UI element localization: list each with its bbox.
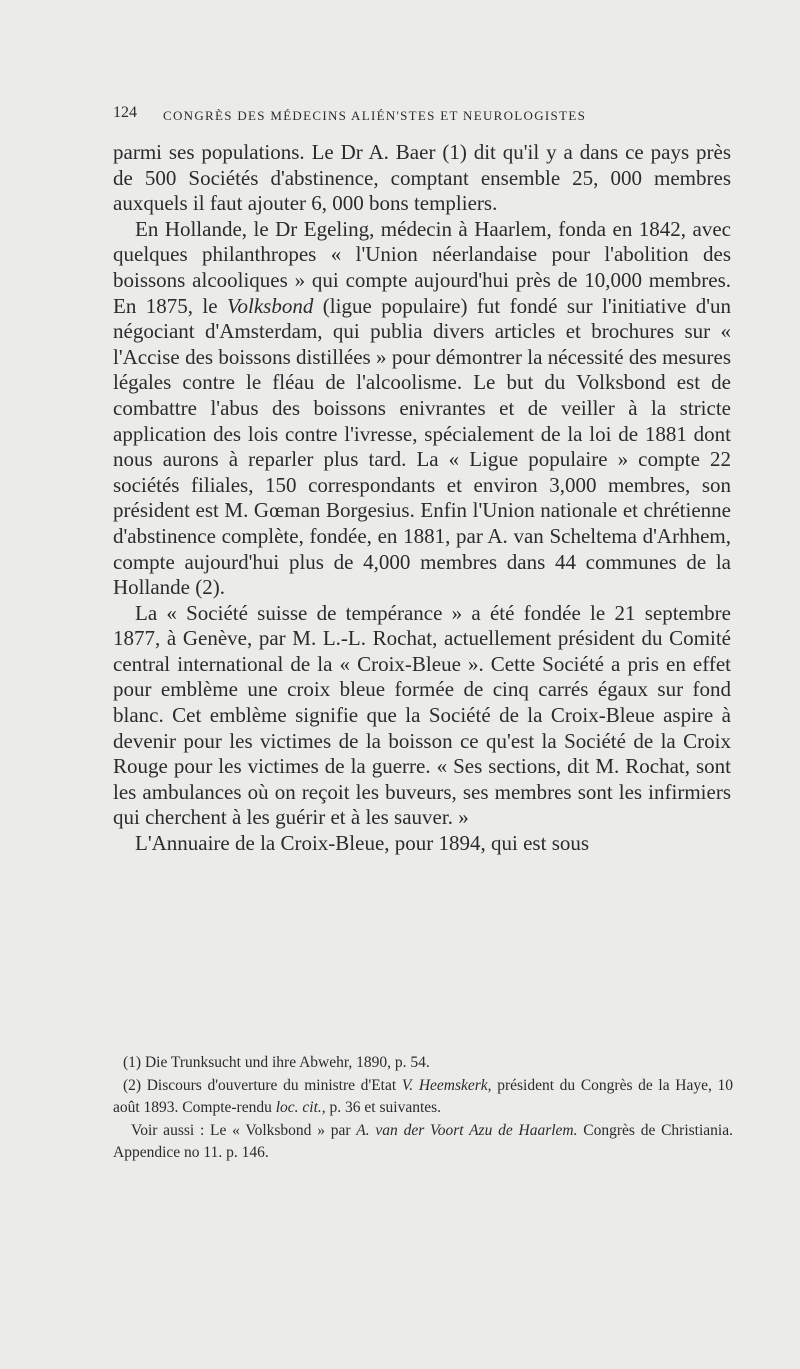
page-header bbox=[113, 104, 733, 126]
running-title: CONGRÈS DES MÉDECINS ALIÉN'STES ET NEUROLOGISTES bbox=[163, 108, 587, 123]
paragraph-baer: parmi ses populations. Le Dr A. Baer (1) dit qu'il y a dans ce pays près de 500 Sociétés d'abstinence, comptant ensemble 25, 000 membres auxquels il faut ajouter 6, 000 bons templiers. bbox=[113, 140, 731, 216]
paragraph-annuaire: L'Annuaire de la Croix-Bleue, pour 1894, qui est sous bbox=[135, 831, 590, 856]
paragraph-hollande: En Hollande, le Dr Egeling, médecin à Haarlem, fonda en 1842, avec quelques philanthropes « l'Union néerlandaise pour l'abolition des boissons alcooliques » qui compte aujourd'hui près de 10,000 membres. En 1875, le Volksbond (ligue populaire) fut fondé sur l'initiative d'un négociant d'Amsterdam, qui publia divers articles et brochures sur « l'Accise des boissons distillées » pour démontrer la nécessité des mesures légales contre le fléau de l'alcoolisme. Le but du Volksbond est de combattre l'abus des boissons enivrantes et de veiller à la stricte application des lois contre l'ivresse, spécialement de la loi de 1881 dont nous aurons à reparler plus tard. La « Ligue populaire » compte 22 sociétés filiales, 150 correspondants et environ 3,000 membres, son président est M. Gœman Borgesius. Enfin l'Union nationale et chrétienne d'abstinence complète, fondée, en 1881, par A. van Scheltema d'Arhhem, compte aujourd'hui plus de 4,000 membres dans 44 communes de la Hollande (2). bbox=[113, 216, 732, 600]
footnotes bbox=[113, 1052, 733, 1165]
paragraph-societe-suisse: La « Société suisse de tempérance » a été fondée le 21 septembre 1877, à Genève, par M. L.-L. Rochat, actuellement président du Comité central international de la « Croix-Bleue ». Cette Société a pris en effet pour emblème une croix bleue formée de cinq carrés égaux sur fond blanc. Cet emblème signifie que la Société de la Croix-Bleue aspire à devenir pour les victimes de la boisson ce qu'est la Société de la Croix Rouge pour les victimes de la guerre. « Ses sections, dit M. Rochat, sont les ambulances où on reçoit les buveurs, ses membres sont les infirmiers qui cherchent à les guérir et à les sauver. » bbox=[113, 600, 731, 830]
footnote-2: (2) Discours d'ouverture du ministre d'Etat V. Heemskerk, président du Congrès de la Haye, 10 août 1893. Compte-rendu loc. cit., p. 36 et suivantes. bbox=[113, 1076, 733, 1116]
footnote-2-name: V. Heemskerk, bbox=[401, 1076, 492, 1094]
volksbond-title: Volksbond bbox=[227, 293, 314, 318]
page-number: 124 bbox=[113, 104, 137, 121]
footnote-author: A. van der Voort Azu de Haarlem. bbox=[356, 1121, 578, 1139]
body-text bbox=[113, 140, 731, 857]
footnote-2-loc: loc. cit., bbox=[275, 1099, 326, 1116]
footnote-1: (1) Die Trunksucht und ihre Abwehr, 1890, p. 54. bbox=[123, 1054, 430, 1071]
footnote-voir-aussi: Voir aussi : Le « Volksbond » par A. van der Voort Azu de Haarlem. Congrès de Christiania. Appendice no 11. p. 146. bbox=[113, 1121, 733, 1161]
